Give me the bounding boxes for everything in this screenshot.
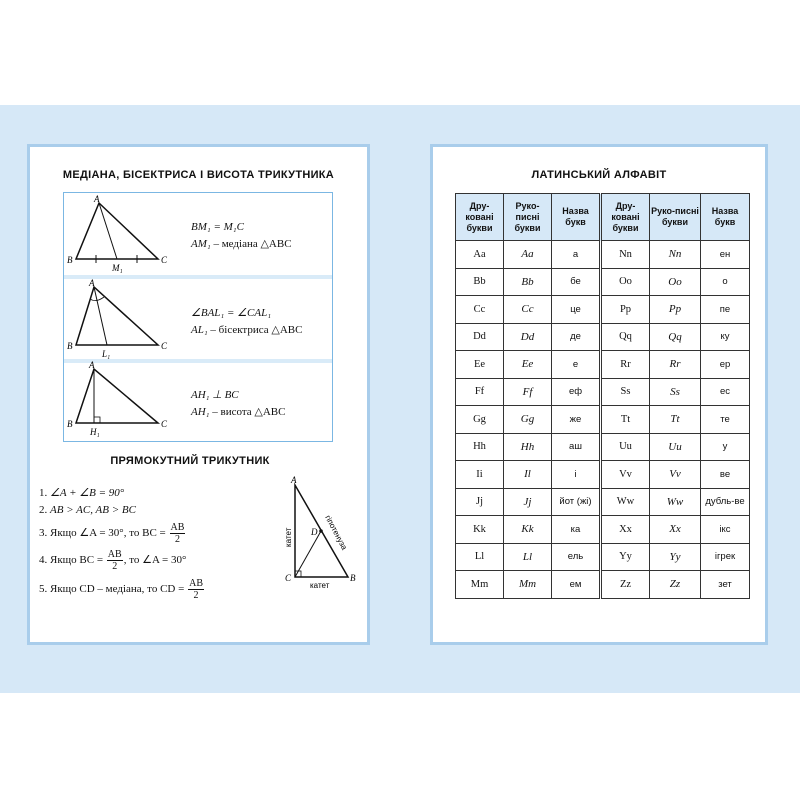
table-cell: Ii xyxy=(456,461,504,489)
table-cell: еф xyxy=(552,378,601,406)
altitude-sym: AH₁ xyxy=(191,406,210,418)
table-cell: Kk xyxy=(504,516,552,544)
fraction: $\frac{AB}{2}$ xyxy=(107,549,122,572)
table-cell: Jj xyxy=(456,488,504,516)
table-row xyxy=(456,461,750,489)
left-page-title: МЕДІАНА, БІСЕКТРИСА І ВИСОТА ТРИКУТНИКА xyxy=(62,169,335,181)
table-cell: Vv xyxy=(650,461,701,489)
table-cell: Ss xyxy=(601,378,650,406)
table-cell: Oo xyxy=(650,268,701,296)
table-cell: Mm xyxy=(504,571,552,599)
table-row xyxy=(456,571,750,599)
table-cell: ку xyxy=(701,323,750,351)
table-row xyxy=(456,543,750,571)
label-c: C xyxy=(161,419,168,429)
right-triangle-title: ПРЯМОКУТНИЙ ТРИКУТНИК xyxy=(110,455,270,467)
hypotenuse-label: гіпотенуза xyxy=(323,513,349,552)
table-cell: Xx xyxy=(601,516,650,544)
table-cell: Ww xyxy=(601,488,650,516)
list-item: 5. Якщо CD – медіана, то CD = $\frac{AB}{2}$ xyxy=(39,578,203,601)
alphabet-table xyxy=(455,193,750,599)
median-sym: AM₁ xyxy=(191,238,211,250)
altitude-line2 xyxy=(191,404,285,421)
label-b: B xyxy=(350,573,356,583)
table-row xyxy=(456,296,750,324)
table-cell: Ee xyxy=(456,351,504,379)
table-cell: Aa xyxy=(456,241,504,269)
table-cell: Qq xyxy=(601,323,650,351)
col-header: Назва букв xyxy=(552,194,601,241)
altitude-formula xyxy=(191,387,285,421)
table-cell: Oo xyxy=(601,268,650,296)
median-triangle xyxy=(64,193,174,273)
list-item: 4. Якщо BC = $\frac{AB}{2}$ , то ∠A = 30° xyxy=(39,549,187,572)
table-cell: зет xyxy=(701,571,750,599)
table-row xyxy=(456,268,750,296)
table-cell: Dd xyxy=(504,323,552,351)
table-cell: е xyxy=(552,351,601,379)
label-c: C xyxy=(161,255,168,265)
table-row xyxy=(456,406,750,434)
col-header: Руко-писні букви xyxy=(504,194,552,241)
table-row xyxy=(456,351,750,379)
table-cell: ель xyxy=(552,543,601,571)
median-text: – медіана △ABC xyxy=(210,238,292,250)
table-cell: Cc xyxy=(456,296,504,324)
table-cell: дубль-ве xyxy=(701,488,750,516)
table-cell: Tt xyxy=(601,406,650,434)
col-header: Дру-ковані букви xyxy=(456,194,504,241)
bisector-sym: AL₁ xyxy=(191,324,208,336)
table-cell: Gg xyxy=(456,406,504,434)
table-cell: де xyxy=(552,323,601,351)
list-item: 3. Якщо ∠A = 30°, то BC = $\frac{AB}{2}$ xyxy=(39,522,185,545)
bisector-text: – бісектриса △ABC xyxy=(207,324,303,336)
table-cell: Bb xyxy=(504,268,552,296)
triangle-frame xyxy=(63,192,333,442)
table-row xyxy=(456,241,750,269)
table-cell: Cc xyxy=(504,296,552,324)
table-cell: пе xyxy=(701,296,750,324)
table-cell: Ff xyxy=(456,378,504,406)
table-cell: Yy xyxy=(601,543,650,571)
label-b: B xyxy=(67,341,73,351)
median-formula xyxy=(191,219,292,253)
table-cell: Jj xyxy=(504,488,552,516)
fraction: $\frac{AB}{2}$ xyxy=(189,578,203,601)
table-cell: Mm xyxy=(456,571,504,599)
label-a: A xyxy=(89,361,95,370)
col-header: Назва букв xyxy=(701,194,750,241)
right-page xyxy=(430,144,768,645)
label-l1: L₁ xyxy=(102,349,111,359)
right-page-title: ЛАТИНСЬКИЙ АЛФАВІТ xyxy=(531,169,667,181)
table-cell: Qq xyxy=(650,323,701,351)
table-cell: Hh xyxy=(456,433,504,461)
table-cell: Ss xyxy=(650,378,701,406)
table-cell: Ff xyxy=(504,378,552,406)
table-cell: Xx xyxy=(650,516,701,544)
label-b: B xyxy=(67,255,73,265)
table-cell: і xyxy=(552,461,601,489)
table-cell: Dd xyxy=(456,323,504,351)
table-cell: о xyxy=(701,268,750,296)
label-b: B xyxy=(67,419,73,429)
table-row xyxy=(456,516,750,544)
table-cell: Hh xyxy=(504,433,552,461)
table-row xyxy=(456,488,750,516)
label-a: A xyxy=(89,279,95,288)
table-row xyxy=(456,323,750,351)
table-cell: йот (жі) xyxy=(552,488,601,516)
label-a: A xyxy=(94,194,100,204)
table-cell: Ll xyxy=(456,543,504,571)
altitude-text: – висота △ABC xyxy=(209,406,286,418)
table-cell: а xyxy=(552,241,601,269)
table-cell: у xyxy=(701,433,750,461)
label-a: A xyxy=(291,475,297,485)
table-cell: ес xyxy=(701,378,750,406)
table-cell: це xyxy=(552,296,601,324)
table-cell: Ll xyxy=(504,543,552,571)
left-page xyxy=(27,144,370,645)
table-cell: Uu xyxy=(650,433,701,461)
table-cell: Zz xyxy=(650,571,701,599)
label-h1: H₁ xyxy=(90,427,100,437)
table-cell: Pp xyxy=(650,296,701,324)
table-cell: ен xyxy=(701,241,750,269)
col-header: Руко-писні букви xyxy=(650,194,701,241)
table-cell: бе xyxy=(552,268,601,296)
table-cell: ікс xyxy=(701,516,750,544)
table-cell: ер xyxy=(701,351,750,379)
leg-label: катет xyxy=(310,581,330,590)
table-cell: Rr xyxy=(650,351,701,379)
table-cell: Uu xyxy=(601,433,650,461)
table-cell: Ee xyxy=(504,351,552,379)
table-row xyxy=(456,433,750,461)
label-c: C xyxy=(285,573,292,583)
table-cell: Kk xyxy=(456,516,504,544)
table-cell: Gg xyxy=(504,406,552,434)
bisector-triangle xyxy=(64,279,174,359)
bisector-line1: ∠BAL₁ = ∠CAL₁ xyxy=(191,307,272,319)
table-cell: Nn xyxy=(650,241,701,269)
table-cell: же xyxy=(552,406,601,434)
table-cell: Rr xyxy=(601,351,650,379)
altitude-line1: AH₁ ⊥ BC xyxy=(191,389,239,401)
leg-label: катет xyxy=(284,527,293,547)
table-cell: ка xyxy=(552,516,601,544)
table-cell: Nn xyxy=(601,241,650,269)
table-cell: ве xyxy=(701,461,750,489)
table-cell: Bb xyxy=(456,268,504,296)
table-cell: Yy xyxy=(650,543,701,571)
median-line1: BM₁ = M₁C xyxy=(191,221,244,233)
fraction: $\frac{AB}{2}$ xyxy=(170,522,185,545)
list-item: 2. AB > AC, AB > BC xyxy=(39,504,136,516)
table-cell: Vv xyxy=(601,461,650,489)
table-cell: ігрек xyxy=(701,543,750,571)
table-cell: те xyxy=(701,406,750,434)
table-header-row xyxy=(456,194,750,241)
median-line2 xyxy=(191,236,292,253)
table-cell: Il xyxy=(504,461,552,489)
table-cell: Ww xyxy=(650,488,701,516)
table-cell: аш xyxy=(552,433,601,461)
table-cell: ем xyxy=(552,571,601,599)
table-cell: Zz xyxy=(601,571,650,599)
bisector-line2 xyxy=(191,322,302,339)
label-c: C xyxy=(161,341,168,351)
table-row xyxy=(456,378,750,406)
label-d: D xyxy=(311,527,318,537)
table-cell: Aa xyxy=(504,241,552,269)
bisector-formula xyxy=(191,305,302,339)
right-triangle-diagram xyxy=(278,475,368,590)
altitude-triangle xyxy=(64,361,174,441)
table-cell: Pp xyxy=(601,296,650,324)
col-header: Дру-ковані букви xyxy=(601,194,650,241)
label-m1: M₁ xyxy=(112,263,123,273)
list-item: 1. ∠A + ∠B = 90° xyxy=(39,487,125,499)
table-cell: Tt xyxy=(650,406,701,434)
